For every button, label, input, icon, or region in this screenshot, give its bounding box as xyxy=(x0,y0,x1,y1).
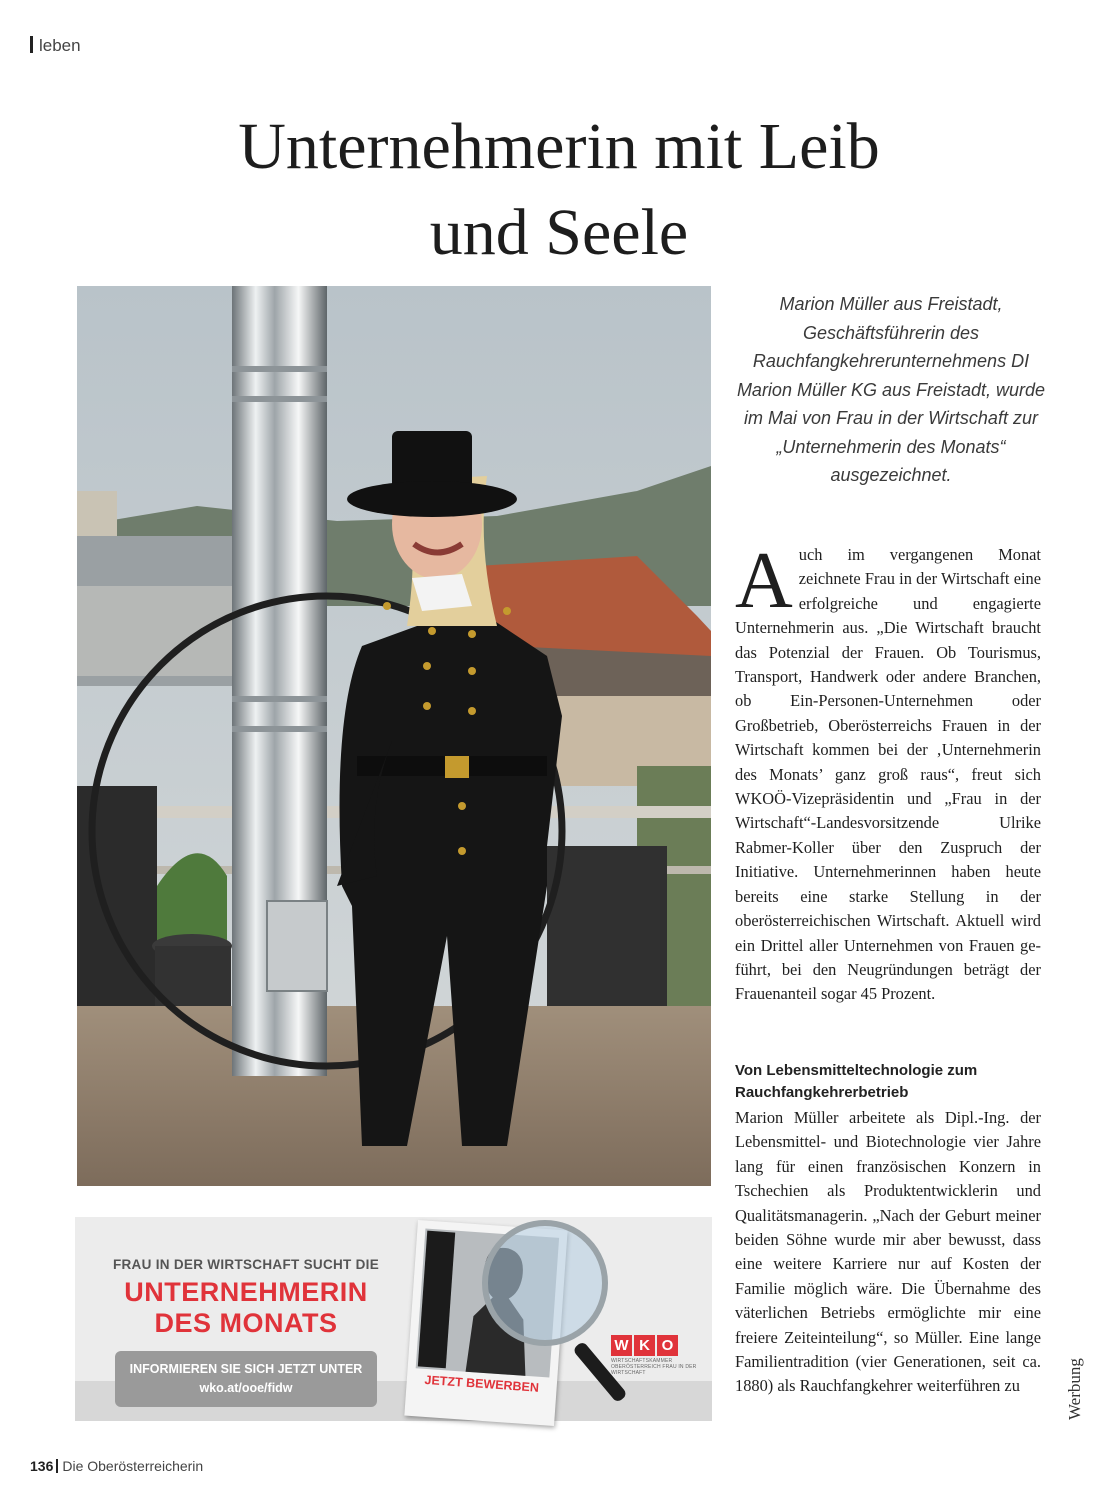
advertisement-banner[interactable] xyxy=(75,1217,712,1421)
wko-letter-w: W xyxy=(611,1335,632,1356)
article-body-1 xyxy=(735,537,1041,1007)
section-label: leben xyxy=(39,36,81,55)
article-photo xyxy=(77,286,711,1186)
ad-title-line-2: DES MONATS xyxy=(154,1308,338,1338)
wko-letters xyxy=(611,1335,707,1356)
ad-title xyxy=(95,1277,397,1339)
article-subhead: Von Lebensmitteltechnologie zum Rauchfangkehrerbetrieb xyxy=(735,1062,978,1101)
headline-line-1: Unternehmerin mit Leib xyxy=(238,110,880,183)
ad-info-line-1: INFORMIEREN SIE SICH JETZT UNTER xyxy=(129,1362,363,1376)
ad-info-box[interactable] xyxy=(115,1351,377,1407)
wko-letter-k: K xyxy=(634,1335,655,1356)
body-paragraph-1: uch im vergangenen Monat zeichnete Frau in der Wirtschaft eine erfolgreiche und engagierte Unternehmerin aus. „Die Wirtschaft braucht das Potenzial der Frauen. Ob Tourismus, Transport, Handwerk oder andere Branchen, ob Ein-Personen-Unternehmen oder Großbetrieb, Oberösterreichs Frauen in der Wirtschaft kommen bei der ‚Unternehmerin des Monats’ ganz groß raus“, freut sich WKOÖ-Vizepräsidentin und „Frau in der Wirtschaft“-Landesvorsitzende Ulrike Rabmer-Koller über den Zuspruch der Initiative. Unternehmerinnen haben heute bereits eine starke Stellung in der oberösterreichischen Wirtschaft. Aktuell wird ein Drittel aller Unternehmen von Frauen geführt, bei den Neugründungen beträgt der Frauenanteil sogar 45 Prozent. xyxy=(735,545,1041,1004)
section-bar xyxy=(30,36,33,53)
magazine-name: Die Oberösterreicherin xyxy=(62,1458,204,1474)
headline-line-2: und Seele xyxy=(429,196,689,269)
ad-info-link[interactable]: wko.at/ooe/fidw xyxy=(199,1381,293,1395)
article-lead: Marion Müller aus Freistadt, Geschäftsführerin des Rauchfangkehrerunternehmens DI Marion Müller KG aus Freistadt, wurde im Mai von Frau in der Wirtschaft zur „Unternehmerin des Monats“ ausgezeichnet. xyxy=(736,294,1046,485)
wko-logo xyxy=(611,1335,707,1375)
section-tag xyxy=(30,36,81,56)
page-footer xyxy=(30,1458,203,1474)
advertising-label: Werbung xyxy=(1065,1358,1084,1420)
ad-title-line-1: UNTERNEHMERIN xyxy=(124,1277,368,1307)
page-number: 136 xyxy=(30,1458,54,1474)
wko-logo-subtitle: WIRTSCHAFTSKAMMER OBERÖSTERREICH FRAU IN DER WIRTSCHAFT xyxy=(611,1358,697,1376)
drop-cap: A xyxy=(735,537,793,625)
ad-apply-cta[interactable]: JETZT BEWERBEN xyxy=(424,1372,540,1395)
magnifier-icon xyxy=(475,1217,635,1421)
article-body-2: Marion Müller arbeitete als Dipl.-Ing. der Lebensmittel- und Biotechnologie vier Jahre lang für einen französischen Konzern in Tschechien als Produktentwicklerin und Qualitätsmanagerin. „Nach der Geburt meiner beiden Söhne wurde mir aber bewusst, dass eine weitere Karriere nur auf Kosten der Familie möglich wäre. Die Übernahme des väterlichen Betriebs ermöglichte mir eine freiere Zeiteinteilung“, so Müller. Eine lange Familientradition (vier Generationen, seit ca. 1880) als Rauchfangkehrer weiterführen zu xyxy=(735,1108,1041,1396)
wko-letter-o: O xyxy=(657,1335,678,1356)
article-headline xyxy=(0,104,1118,276)
photo-illustration xyxy=(77,286,711,1186)
footer-bar xyxy=(56,1459,58,1473)
ad-kicker: FRAU IN DER WIRTSCHAFT SUCHT DIE xyxy=(112,1257,380,1272)
